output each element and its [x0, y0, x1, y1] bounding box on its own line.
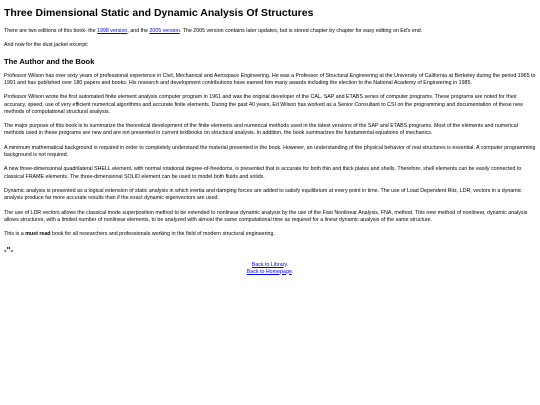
closing-paragraph: [4, 231, 536, 238]
closing-text-2: book for all researchers and professionals working in the field of modern structural engineering.: [50, 231, 275, 238]
link-1998-version[interactable]: 1998 version: [97, 28, 128, 34]
paragraph-dynamic-analysis: Dynamic analysis is presented as a logical extension of static analysis in which inertia and damping forces are added to satisfy equilibrium at every point in time. The use of Load Dependent Ritz, LDR, vectors in a dynamic analysis produce far more accurate results than if the exact dynamic eigenvectors are used.: [4, 187, 522, 202]
section-heading: The Author and the Book: [4, 56, 95, 66]
dust-jacket-lead: And now for the dust jacket excerpt:: [4, 42, 89, 49]
paragraph-book-purpose: The major purpose of this book is to summarize the theoretical development of the finite elements and numerical methods used in the latest versions of the SAP and ETABS programs. Most of the elements and numerical methods used in these programs are new and are not presented in current textbooks on structural analysis. In addition, the book summarizes the fundamental equations of mechanics.: [4, 123, 518, 137]
closing-text-1: This is a: [4, 231, 26, 238]
footer-library-period: .: [286, 261, 289, 268]
back-to-homepage-link[interactable]: Back to Homepage: [246, 268, 292, 275]
intro-text-2: , and the: [127, 28, 150, 34]
footer-links: [4, 262, 536, 276]
paragraph-author-programs: Professor Wilson wrote the first automated finite element analysis computer program in 1961 and was the original developer of the CAL, SAP and ETABS series of computer programs. These programs are noted for their accuracy, speed, use of very efficient numerical algorithms and accurate finite elements. During the past 40 years, Ed Wilson has worked as a Senior Consultant to CSI on the programming and documentation of these new methods of computational structural analysis.: [4, 94, 523, 115]
intro-paragraph: [4, 28, 536, 35]
closing-bold: must read: [25, 231, 51, 238]
intro-text-1: There are two editions of this book- the: [4, 28, 98, 34]
page-title: Three Dimensional Static and Dynamic Analysis Of Structures: [4, 7, 314, 19]
paragraph-ldr-vectors: The use of LDR vectors allows the classical mode superposition method to be extended to nonlinear dynamic analysis by the use of the Fast Nonlinear Analysis, FNA, method. This new method of nonlinear, dynamic analysis allows structures, with a limited number of nonlinear elements, to be analyzed with almost the same computational time as required for a linear dynamic analysis of the same structure.: [4, 209, 528, 223]
footer-homepage-row: [4, 269, 536, 276]
paragraph-background: A minimum mathematical background is required in order to completely understand the material presented in the book. However, an understanding of the physical behavior of real structures is essential. A computer programming background is not required.: [4, 144, 536, 158]
footer-library-row: [4, 262, 536, 269]
intro-text-3: . The 2005 version contains later updates, but is stored chapter by chapter for easy editing on Ed's end.: [179, 28, 423, 34]
paragraph-shell-element: A new three-dimensional quadrilateral SHELL element, with normal rotational degree-of-freedoms, is presented that is accurate for both thin and thick plates and shells. Therefore, shell elements can be easily connected to classical FRAME elements. The three-dimensional SOLID element can be used to model both fluids and solids.: [4, 166, 522, 180]
link-2005-version[interactable]: 2005 version: [149, 28, 180, 34]
back-to-library-link[interactable]: Back to Library: [251, 261, 287, 268]
footer-homepage-period: .: [291, 268, 294, 275]
paragraph-author-experience: Professor Wilson has over sixty years of professional experience in Civil, Mechanical and Aerospace Engineering. He was a Professor of Structural Engineering at the University of California at Berkeley during the period 1965 to 1991 and has published over 180 papers and books. His research and development contributions have earned him many awards including the election to the National Academy of Engineering in 1985.: [4, 72, 536, 86]
separator: -"-: [4, 245, 14, 255]
